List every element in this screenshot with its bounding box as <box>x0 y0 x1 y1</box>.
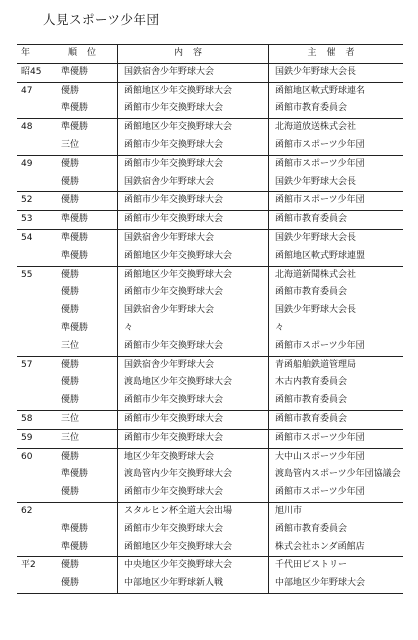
page-title: 人見スポーツ少年団 <box>43 12 160 27</box>
table-row <box>17 575 403 593</box>
row-rank: 準優勝 <box>57 63 118 82</box>
row-year <box>17 374 57 392</box>
table-row <box>17 502 403 520</box>
row-year <box>17 575 57 593</box>
row-rank: 優勝 <box>61 487 80 498</box>
row-year <box>17 100 57 118</box>
row-rank: 準優勝 <box>61 322 89 333</box>
row-year: 59 <box>17 429 57 448</box>
table-row <box>17 410 403 429</box>
row-year <box>17 174 57 192</box>
row-event: 国鉄宿舎少年野球大会 <box>118 356 269 374</box>
table-body <box>17 63 403 593</box>
row-year <box>17 284 57 302</box>
row-event: スタルヒン杯全道大会出場 <box>118 502 269 520</box>
table-row <box>17 539 403 557</box>
row-host: 函館市教育委員会 <box>269 284 404 302</box>
row-rank <box>57 502 118 520</box>
row-rank: 三位 <box>61 139 80 150</box>
table-row <box>17 466 403 484</box>
row-event: 渡島地区少年交換野球大会 <box>118 374 269 392</box>
row-host: 千代田ビストリー <box>269 557 404 575</box>
row-event: 函館市少年交換野球大会 <box>118 429 269 448</box>
row-host: 北海道新聞株式会社 <box>269 266 404 284</box>
row-host: 旭川市 <box>269 502 404 520</box>
row-event: 中部地区少年野球新人戦 <box>118 575 269 593</box>
row-host: 函館地区軟式野球連名 <box>269 82 404 100</box>
row-event: 国鉄宿舎少年野球大会 <box>118 302 269 320</box>
row-year <box>17 248 57 266</box>
table-row <box>17 63 403 82</box>
table-row <box>17 320 403 338</box>
table-row <box>17 521 403 539</box>
row-rank: 準優勝 <box>61 250 89 261</box>
row-year <box>17 466 57 484</box>
row-event: 地区少年交換野球大会 <box>118 448 269 466</box>
table-row <box>17 192 403 211</box>
table-row <box>17 448 403 466</box>
row-host: 函館市スポーツ少年団 <box>269 338 404 356</box>
row-rank: 優勝 <box>57 266 118 284</box>
row-event: 国鉄宿舎少年野球大会 <box>118 229 269 247</box>
row-event: 函館市少年交換野球大会 <box>118 211 269 230</box>
row-event: 函館市少年交換野球大会 <box>118 100 269 118</box>
row-event: 渡島管内少年交換野球大会 <box>118 466 269 484</box>
row-year: 平2 <box>17 557 57 575</box>
table-row <box>17 302 403 320</box>
row-rank: 準優勝 <box>61 541 89 552</box>
row-year: 54 <box>17 229 57 247</box>
row-event: 函館市少年交換野球大会 <box>118 192 269 211</box>
row-rank: 優勝 <box>61 395 80 406</box>
row-year <box>17 521 57 539</box>
table-row <box>17 82 403 100</box>
row-year: 53 <box>17 211 57 230</box>
row-host: 北海道放送株式会社 <box>269 119 404 137</box>
header-rank: 順位 <box>57 45 118 64</box>
row-event: 国鉄宿舎少年野球大会 <box>118 174 269 192</box>
row-host: 函館市スポーツ少年団 <box>269 484 404 502</box>
row-rank: 三位 <box>57 410 118 429</box>
header-year: 年 <box>17 45 57 64</box>
row-year <box>17 137 57 155</box>
row-host: 々 <box>269 320 404 338</box>
row-host: 函館市教育委員会 <box>269 211 404 230</box>
row-year <box>17 484 57 502</box>
row-year: 57 <box>17 356 57 374</box>
table-row <box>17 100 403 118</box>
row-rank: 優勝 <box>57 192 118 211</box>
row-year: 52 <box>17 192 57 211</box>
row-host: 函館市スポーツ少年団 <box>269 429 404 448</box>
row-rank: 優勝 <box>57 575 118 593</box>
table-row <box>17 374 403 392</box>
table-row <box>17 557 403 575</box>
row-year: 58 <box>17 410 57 429</box>
row-host: 国鉄少年野球大会長 <box>269 63 404 82</box>
row-year: 47 <box>17 82 57 100</box>
row-event: 函館市少年交換野球大会 <box>118 484 269 502</box>
row-event: 中央地区少年交換野球大会 <box>118 557 269 575</box>
row-host: 国鉄少年野球大会長 <box>269 302 404 320</box>
row-host: 国鉄少年野球大会長 <box>269 174 404 192</box>
row-event: 函館地区少年交換野球大会 <box>118 539 269 557</box>
row-host: 函館市教育委員会 <box>269 392 404 410</box>
table-row <box>17 392 403 410</box>
row-rank: 優勝 <box>57 356 118 374</box>
table-row <box>17 356 403 374</box>
table-row <box>17 266 403 284</box>
row-rank: 優勝 <box>61 287 80 298</box>
table-row <box>17 137 403 155</box>
table-row <box>17 338 403 356</box>
row-rank: 優勝 <box>57 155 118 173</box>
row-year: 55 <box>17 266 57 284</box>
row-host: 函館市スポーツ少年団 <box>269 192 404 211</box>
row-host: 渡島管内スポーツ少年団協議会 <box>269 466 404 484</box>
row-event: 国鉄宿舎少年野球大会 <box>118 63 269 82</box>
row-event: 函館市少年交換野球大会 <box>118 338 269 356</box>
table-row <box>17 119 403 137</box>
table-row <box>17 155 403 173</box>
row-year: 48 <box>17 119 57 137</box>
row-host: 函館市教育委員会 <box>269 410 404 429</box>
table-row <box>17 229 403 247</box>
table-row <box>17 248 403 266</box>
row-host: 函館市教育委員会 <box>269 100 404 118</box>
row-year <box>17 302 57 320</box>
row-rank: 三位 <box>57 429 118 448</box>
row-year <box>17 338 57 356</box>
row-event: 函館市少年交換野球大会 <box>118 284 269 302</box>
row-host: 中部地区少年野球大会 <box>269 575 404 593</box>
row-event: 函館市少年交換野球大会 <box>118 521 269 539</box>
row-rank: 優勝 <box>57 82 118 100</box>
row-year <box>17 392 57 410</box>
records-table <box>17 44 403 594</box>
header-event: 内容 <box>118 45 269 64</box>
row-host: 函館市スポーツ少年団 <box>269 137 404 155</box>
row-event: 函館市少年交換野球大会 <box>118 392 269 410</box>
row-rank: 準優勝 <box>57 119 118 137</box>
row-year: 49 <box>17 155 57 173</box>
table-row <box>17 484 403 502</box>
row-rank: 準優勝 <box>57 211 118 230</box>
table-row <box>17 211 403 230</box>
header-host: 主催者 <box>269 45 404 64</box>
row-event: 函館地区少年交換野球大会 <box>118 248 269 266</box>
row-event: 函館地区少年交換野球大会 <box>118 119 269 137</box>
row-host: 株式会社ホンダ函館店 <box>269 539 404 557</box>
row-rank: 準優勝 <box>61 523 89 534</box>
row-event: 函館市少年交換野球大会 <box>118 410 269 429</box>
row-rank: 優勝 <box>61 377 80 388</box>
row-event: 函館市少年交換野球大会 <box>118 137 269 155</box>
row-host: 木古内教育委員会 <box>269 374 404 392</box>
table-row <box>17 284 403 302</box>
row-rank: 優勝 <box>61 176 80 187</box>
row-event: 函館地区少年交換野球大会 <box>118 82 269 100</box>
table-row <box>17 174 403 192</box>
row-host: 大中山スポーツ少年団 <box>269 448 404 466</box>
row-event: 函館市少年交換野球大会 <box>118 155 269 173</box>
table-header-row <box>17 45 403 64</box>
row-rank: 準優勝 <box>61 469 89 480</box>
row-host: 函館地区軟式野球連盟 <box>269 248 404 266</box>
row-rank: 優勝 <box>61 305 80 316</box>
row-host: 函館市スポーツ少年団 <box>269 155 404 173</box>
row-rank: 準優勝 <box>57 229 118 247</box>
table-row <box>17 429 403 448</box>
row-host: 函館市教育委員会 <box>269 521 404 539</box>
row-year <box>17 320 57 338</box>
row-year: 昭45 <box>17 63 57 82</box>
row-rank: 優勝 <box>57 448 118 466</box>
row-event: 々 <box>118 320 269 338</box>
row-event: 函館地区少年交換野球大会 <box>118 266 269 284</box>
row-year: 62 <box>17 502 57 520</box>
row-rank: 準優勝 <box>61 103 89 114</box>
row-host: 青函船舶鉄道管理局 <box>269 356 404 374</box>
row-host: 国鉄少年野球大会長 <box>269 229 404 247</box>
row-year: 60 <box>17 448 57 466</box>
row-rank: 三位 <box>61 340 80 351</box>
row-year <box>17 539 57 557</box>
row-rank: 優勝 <box>57 557 118 575</box>
